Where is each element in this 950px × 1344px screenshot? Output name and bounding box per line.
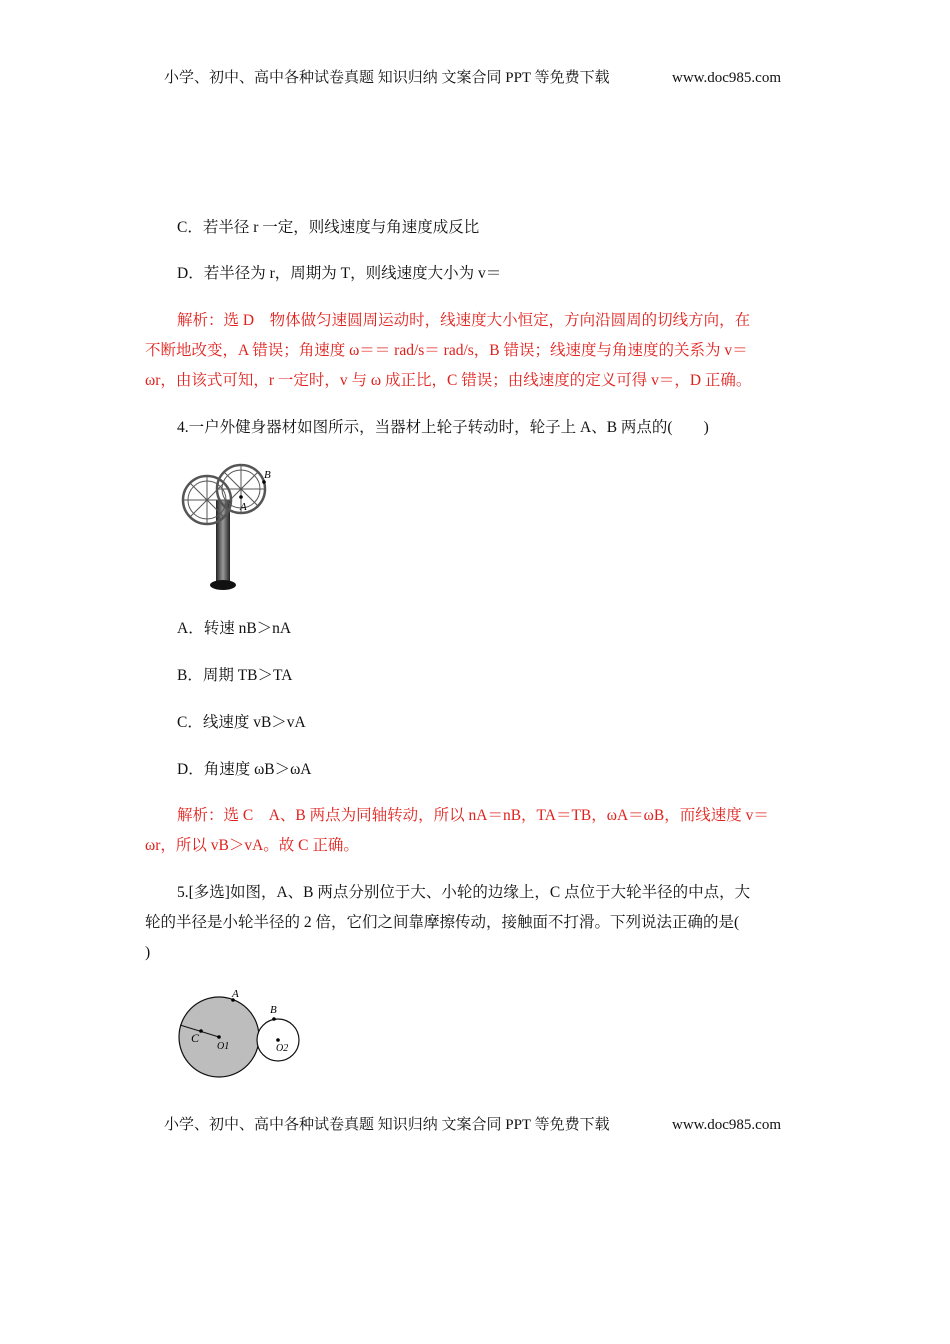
q4-stem: 4.一户外健身器材如图所示，当器材上轮子转动时，轮子上 A、B 两点的( ) bbox=[177, 419, 709, 436]
q3-option-d: D．若半径为 r，周期为 T，则线速度大小为 v＝ bbox=[177, 265, 502, 282]
label-a: A bbox=[240, 501, 247, 513]
label-o1: O1 bbox=[217, 1041, 230, 1052]
label-o2: O2 bbox=[276, 1043, 289, 1054]
header-text: 小学、初中、高中各种试卷真题 知识归纳 文案合同 PPT 等免费下载 bbox=[164, 70, 610, 86]
q5-stem-line: 5.[多选]如图，A、B 两点分别位于大、小轮的边缘上，C 点位于大轮半径的中点，大 bbox=[177, 884, 751, 901]
friction-wheels-figure bbox=[170, 985, 310, 1085]
q3-analysis-line: 解析：选 D 物体做匀速圆周运动时，线速度大小恒定，方向沿圆周的切线方向，在 bbox=[177, 312, 751, 329]
header-url: www.doc985.com bbox=[672, 70, 782, 86]
fitness-equipment-figure bbox=[178, 460, 278, 595]
label-b: B bbox=[264, 469, 271, 481]
q4-option-c: C．线速度 vB＞vA bbox=[177, 714, 306, 731]
q4-option-d: D．角速度 ωB＞ωA bbox=[177, 761, 312, 778]
q4-analysis-line: 解析：选 C A、B 两点为同轴转动，所以 nA＝nB，TA＝TB，ωA＝ωB，而线速度 v＝ bbox=[177, 807, 769, 824]
label-a: A bbox=[232, 988, 239, 1000]
label-b: B bbox=[270, 1004, 277, 1016]
footer-text: 小学、初中、高中各种试卷真题 知识归纳 文案合同 PPT 等免费下载 bbox=[164, 1117, 610, 1133]
base bbox=[210, 580, 236, 590]
q4-option-a: A．转速 nB＞nA bbox=[177, 620, 292, 637]
label-c: C bbox=[191, 1031, 200, 1045]
q4-option-b: B．周期 TB＞TA bbox=[177, 667, 293, 684]
q3-analysis-line: ωr，由该式可知，r 一定时，v 与 ω 成正比，C 错误；由线速度的定义可得 v＝，D 正确。 bbox=[145, 372, 752, 389]
footer-url: www.doc985.com bbox=[672, 1117, 782, 1133]
q4-analysis-line: ωr，所以 vB＞vA。故 C 正确。 bbox=[145, 837, 359, 854]
q3-analysis-line: 不断地改变，A 错误；角速度 ω＝＝ rad/s＝ rad/s，B 错误；线速度与角速度的关系为 v＝ bbox=[145, 342, 748, 359]
q5-stem-line: 轮的半径是小轮半径的 2 倍，它们之间靠摩擦传动，接触面不打滑。下列说法正确的是( bbox=[145, 914, 740, 931]
q3-option-c: C．若半径 r 一定，则线速度与角速度成反比 bbox=[177, 219, 480, 236]
q5-stem-line: ) bbox=[145, 944, 151, 961]
